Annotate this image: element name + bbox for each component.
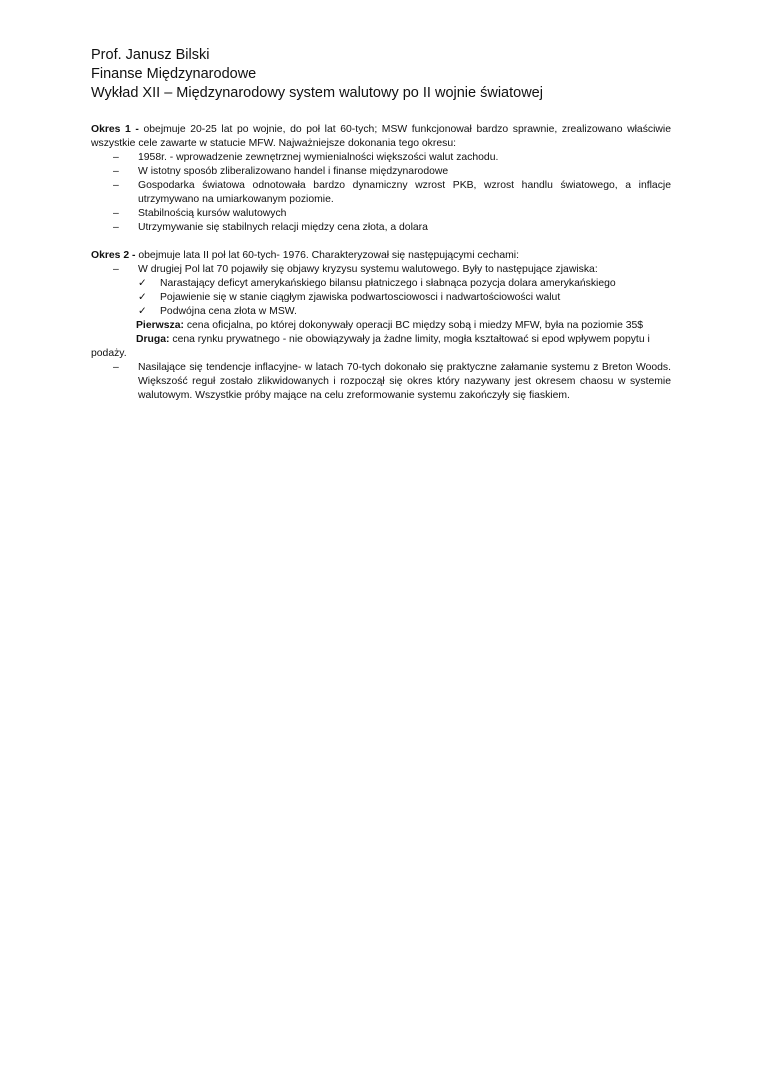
author-line: Prof. Janusz Bilski <box>91 47 210 63</box>
okres-1-section <box>91 123 671 235</box>
okres-1-list <box>91 151 671 235</box>
check-item-text: Pojawienie się w stanie ciągłym zjawiska podwartosciowosci i nadwartościowości walut <box>160 292 561 303</box>
course-line: Finanse Międzynarodowe <box>91 66 257 82</box>
list-item-text: Gospodarka światowa odnotowała bardzo dynamiczny wzrost PKB, wzrost handlu światowego, a inflacje utrzymywano na umiarkowanym poziomie. <box>138 180 671 205</box>
check-item <box>138 277 671 291</box>
list-item <box>91 151 671 165</box>
check-item <box>138 291 671 305</box>
checkmark-icon: ✓ <box>138 306 147 317</box>
check-item <box>138 305 671 319</box>
list-item-text: Nasilające się tendencje inflacyjne- w latach 70-tych dokonało się praktyczne załamanie systemu z Breton Woods. Większość reguł zostało zlikwidowanych i rozpoczął się okres który nazywany jest okresem chaosu w systemie walutowym. Wszystkie próby mające na celu zreformowanie systemu zakończyły się fiaskiem. <box>138 362 671 401</box>
checkmark-icon: ✓ <box>138 278 147 289</box>
list-item-text: 1958r. - wprowadzenie zewnętrznej wymienialności większości walut zachodu. <box>138 152 499 163</box>
dash-bullet: – <box>113 180 119 191</box>
list-item-text: Stabilnością kursów walutowych <box>138 208 287 219</box>
okres-1-intro <box>91 123 671 151</box>
list-item-text: Utrzymywanie się stabilnych relacji między cena złota, a dolara <box>138 222 428 233</box>
okres-2-list <box>91 263 671 277</box>
okres-2-intro-text: obejmuje lata II poł lat 60-tych- 1976. Charakteryzował się następującymi cechami: <box>135 250 519 261</box>
list-item <box>91 179 671 207</box>
dash-bullet: – <box>113 362 119 373</box>
list-item-text: W istotny sposób zliberalizowano handel i finanse międzynarodowe <box>138 166 449 177</box>
list-item-text: W drugiej Pol lat 70 pojawiły się objawy kryzysu systemu walutowego. Były to następujące zjawiska: <box>138 264 598 275</box>
checkmark-icon: ✓ <box>138 292 147 303</box>
dash-bullet: – <box>113 222 119 233</box>
okres-2-section <box>91 249 671 403</box>
list-item <box>91 263 671 277</box>
list-item <box>91 221 671 235</box>
okres-1-label: Okres 1 - <box>91 124 139 135</box>
list-item <box>91 165 671 179</box>
second-price-text: cena rynku prywatnego - nie obowiązywały ja żadne limity, mogła kształtować si epod wpływem popytu i <box>169 334 650 345</box>
okres-2-intro <box>91 249 671 263</box>
dash-bullet: – <box>113 152 119 163</box>
dash-bullet: – <box>113 208 119 219</box>
list-item <box>91 361 671 403</box>
first-price-note <box>91 319 671 333</box>
lecture-title: Wykład XII – Międzynarodowy system walutowy po II wojnie światowej <box>91 85 543 101</box>
symptoms-checklist <box>138 277 671 319</box>
second-price-label: Druga: <box>136 334 170 345</box>
check-item-text: Narastający deficyt amerykańskiego bilansu płatniczego i słabnąca pozycja dolara amerykańskiego <box>160 278 616 289</box>
second-price-note <box>91 333 671 347</box>
okres-2-label: Okres 2 - <box>91 250 136 261</box>
document-header <box>91 46 671 103</box>
okres-1-intro-text: obejmuje 20-25 lat po wojnie, do poł lat 60-tych; MSW funkcjonował bardzo sprawnie, zrealizowano właściwie wszystkie cele zawarte w statucie MFW. Najważniejsze dokonania tego okresu: <box>91 124 671 149</box>
first-price-label: Pierwsza: <box>136 320 184 331</box>
list-item <box>91 207 671 221</box>
okres-2-list-cont <box>91 361 671 403</box>
second-price-tail: podaży. <box>91 348 127 359</box>
check-item-text: Podwójna cena złota w MSW. <box>160 306 297 317</box>
document-page <box>91 46 671 403</box>
first-price-text: cena oficjalna, po której dokonywały operacji BC między sobą i miedzy MFW, była na poziomie 35$ <box>183 320 644 331</box>
dash-bullet: – <box>113 264 119 275</box>
dash-bullet: – <box>113 166 119 177</box>
